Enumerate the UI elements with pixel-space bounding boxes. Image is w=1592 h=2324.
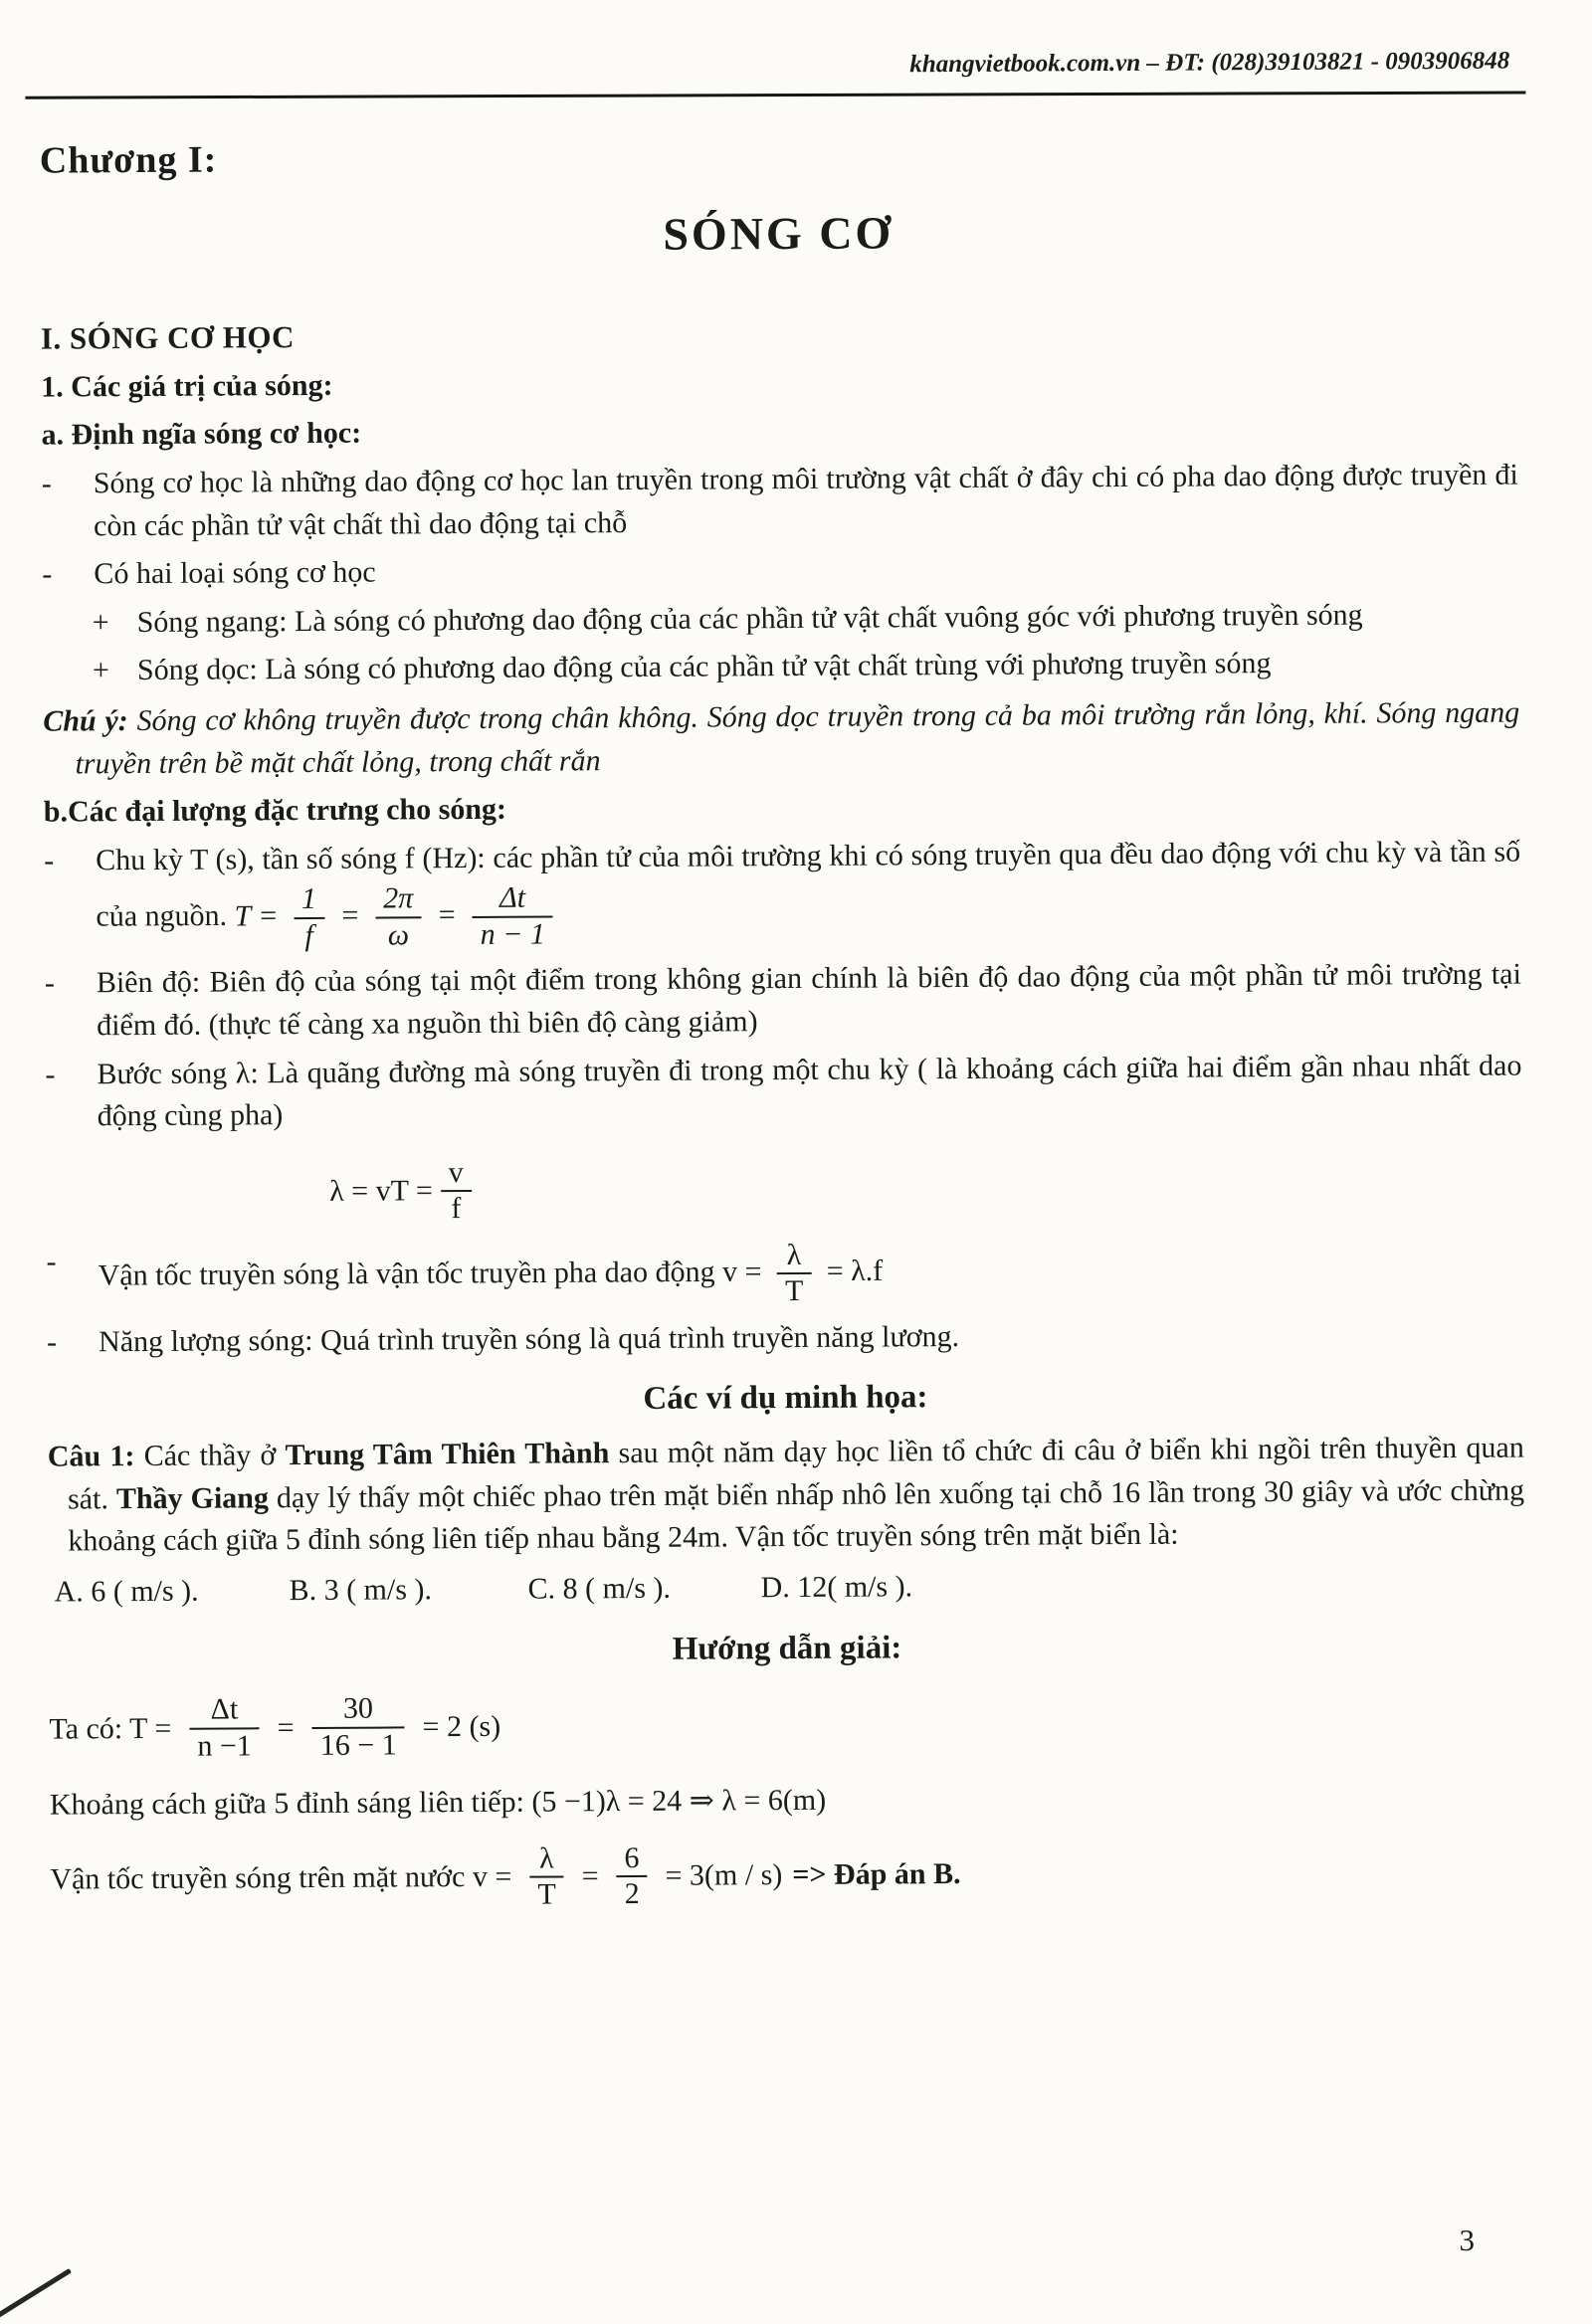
period-bullet-text: Chu kỳ T (s), tần số sóng f (Hz): các phần tử của môi trường khi có sóng truyền qua đều dao động với chu kỳ và tần số của nguồn.: [96, 835, 1521, 933]
answer-options: [48, 1562, 1524, 1614]
velocity-bullet: [46, 1232, 1522, 1315]
solution-1-lead: Ta có: T =: [49, 1711, 172, 1746]
note-lead: Chú ý:: [43, 704, 128, 738]
solution-3-lead: Vận tốc truyền sóng trên mặt nước v =: [50, 1859, 512, 1896]
dash-marker: -: [44, 844, 55, 877]
answer-option-b: B. 3 ( m/s ).: [289, 1573, 433, 1608]
fraction-6-over-2: $\frac{6}{2}$: [616, 1841, 647, 1912]
question-1-text: sau một năm dạy học liền tổ chức đi câu ở biển khi ngồi trên thuyền quan sát.: [67, 1431, 1524, 1516]
equals-sign: =: [339, 898, 360, 932]
longitudinal-wave-text: Sóng dọc: Là sóng có phương dao động của các phần tử vật chất trùng với phương truyền sóng: [136, 647, 1272, 687]
energy-bullet-text: Năng lượng sóng: Quá trình truyền sóng là quá trình truyền năng lương.: [98, 1319, 960, 1358]
definition-bullet-1: [42, 455, 1518, 548]
velocity-bullet-text: Vận tốc truyền sóng là vận tốc truyền pha dao động v =: [98, 1255, 762, 1292]
solution-heading: Hướng dẫn giải:: [672, 1629, 902, 1667]
definition-bullet-2: [42, 545, 1518, 597]
fraction-lambda-over-T: $\frac{\lambda}{T}$: [529, 1841, 564, 1912]
header-rule: [25, 91, 1525, 98]
note-paragraph: [43, 691, 1519, 785]
dash-marker: -: [46, 1325, 58, 1359]
answer-option-d: D. 12( m/s ).: [760, 1570, 913, 1605]
section-heading: I. SÓNG CƠ HỌC: [40, 318, 296, 356]
question-1-bold-center-name: Trung Tâm Thiên Thành: [285, 1437, 610, 1472]
dash-marker: -: [45, 1058, 56, 1091]
longitudinal-wave-item: [93, 642, 1519, 692]
solution-line-3: [50, 1834, 1526, 1917]
chapter-label: Chương I:: [39, 138, 218, 182]
fraction-one-over-f: $\frac{1}{f}$: [294, 882, 324, 953]
page-number: 3: [1459, 2222, 1475, 2257]
wavelength-bullet-text: Bước sóng λ: Là quãng đường mà sóng truyền đi trong một chu kỳ ( là khoảng cách giữa hai điểm gần nhau nhất dao động cùng pha): [97, 1049, 1522, 1133]
publisher-contact-line: khangvietbook.com.vn – ĐT: (028)39103821 - 0903906848: [909, 47, 1510, 79]
page-title: SÓNG CƠ: [663, 207, 895, 261]
transverse-wave-text: Sóng ngang: Là sóng có phương dao động của các phần tử vật chất vuông góc với phương truyền sóng: [136, 598, 1363, 639]
energy-bullet: [47, 1312, 1523, 1364]
answer-option-a: A. 6 ( m/s ).: [54, 1574, 199, 1609]
definition-bullet-2-text: Có hai loại sóng cơ học: [94, 555, 376, 591]
equals-sign: =: [581, 1859, 599, 1893]
solution-line-2: Khoảng cách giữa 5 đỉnh sáng liên tiếp: (5 −1)λ = 24 ⇒ λ = 6(m): [49, 1784, 827, 1822]
definition-bullet-1-text: Sóng cơ học là những dao động cơ học lan truyền trong môi trường vật chất ở đây chi có pha dao động được truyền đi còn các phần tử vật chất thì dao động tại chỗ: [93, 458, 1518, 542]
fraction-dt-over-n-1: $\frac{\Delta t}{n -1}$: [189, 1693, 260, 1764]
plus-marker: +: [92, 605, 109, 640]
dash-marker: -: [42, 557, 53, 591]
solution-1-result: = 2 (s): [422, 1709, 501, 1743]
subsection-definition-heading: a. Định ngĩa sóng cơ học:: [41, 417, 362, 452]
amplitude-bullet-text: Biên độ: Biên độ của sóng tại một điểm trong không gian chính là biên độ dao động của một phần tử môi trường tại điểm đó. (thực tế càng xa nguồn thì biên độ càng giảm): [96, 957, 1521, 1043]
solution-3-result: = 3(m / s): [665, 1858, 783, 1892]
answer-option-c: C. 8 ( m/s ).: [527, 1571, 672, 1606]
question-1-text: dạy lý thấy một chiếc phao trên mặt biển nhấp nhô lên xuống tại chỗ 16 lần trong 30 giây và ước chừng khoảng cách giữa 5 đỉnh sóng liên tiếp nhau bằng 24m. Vận tốc truyền sóng trên mặt biển là:: [68, 1473, 1525, 1558]
period-formula: [234, 880, 561, 952]
note-text: Sóng cơ không truyền được trong chân không. Sóng dọc truyền trong cả ba môi trường rắn lỏng, khí. Sóng ngang truyền trên bề mặt chất lỏng, trong chất rắn: [75, 695, 1520, 780]
examples-heading: Các ví dụ minh họa:: [643, 1379, 928, 1418]
fraction-2pi-over-omega: $\frac{2\pi}{\omega}$: [375, 882, 421, 953]
plus-marker: +: [92, 654, 109, 687]
dash-marker: -: [44, 966, 55, 1000]
question-1-bold-teacher-name: Thầy Giang: [115, 1480, 270, 1515]
question-1: [48, 1428, 1525, 1564]
solution-line-1: [49, 1683, 1525, 1767]
period-formula-lhs: T =: [234, 898, 279, 933]
amplitude-bullet: [45, 954, 1521, 1048]
fraction-30-over-15: $\frac{30}{16 - 1}$: [311, 1692, 404, 1764]
fraction-lambda-over-T: $\frac{\lambda}{T}$: [777, 1239, 812, 1309]
equals-sign: =: [436, 897, 458, 931]
page-header: [39, 44, 1515, 89]
period-bullet: [44, 831, 1521, 957]
fraction-dt-over-n-1: $\frac{\Delta t}{n - 1}$: [472, 881, 553, 952]
final-answer: => Đáp án B.: [792, 1857, 961, 1892]
transverse-wave-item: [93, 593, 1519, 644]
wavelength-formula: [329, 1147, 1522, 1229]
wavelength-bullet: [45, 1045, 1521, 1138]
question-1-label: Câu 1:: [47, 1440, 135, 1473]
wavelength-formula-lhs: λ = vT =: [329, 1174, 433, 1208]
dash-marker: -: [41, 467, 52, 500]
equals-sign: =: [277, 1710, 295, 1744]
subsection-values-heading: 1. Các giá trị của sóng:: [41, 368, 333, 404]
velocity-bullet-tail: = λ.f: [826, 1254, 884, 1287]
question-1-text: Các thầy ở: [134, 1439, 286, 1473]
fraction-v-over-f: $\frac{v}{f}$: [441, 1156, 472, 1227]
subsection-quantities-heading: b.Các đại lượng đặc trưng cho sóng:: [43, 792, 507, 829]
dash-marker: -: [46, 1245, 57, 1278]
